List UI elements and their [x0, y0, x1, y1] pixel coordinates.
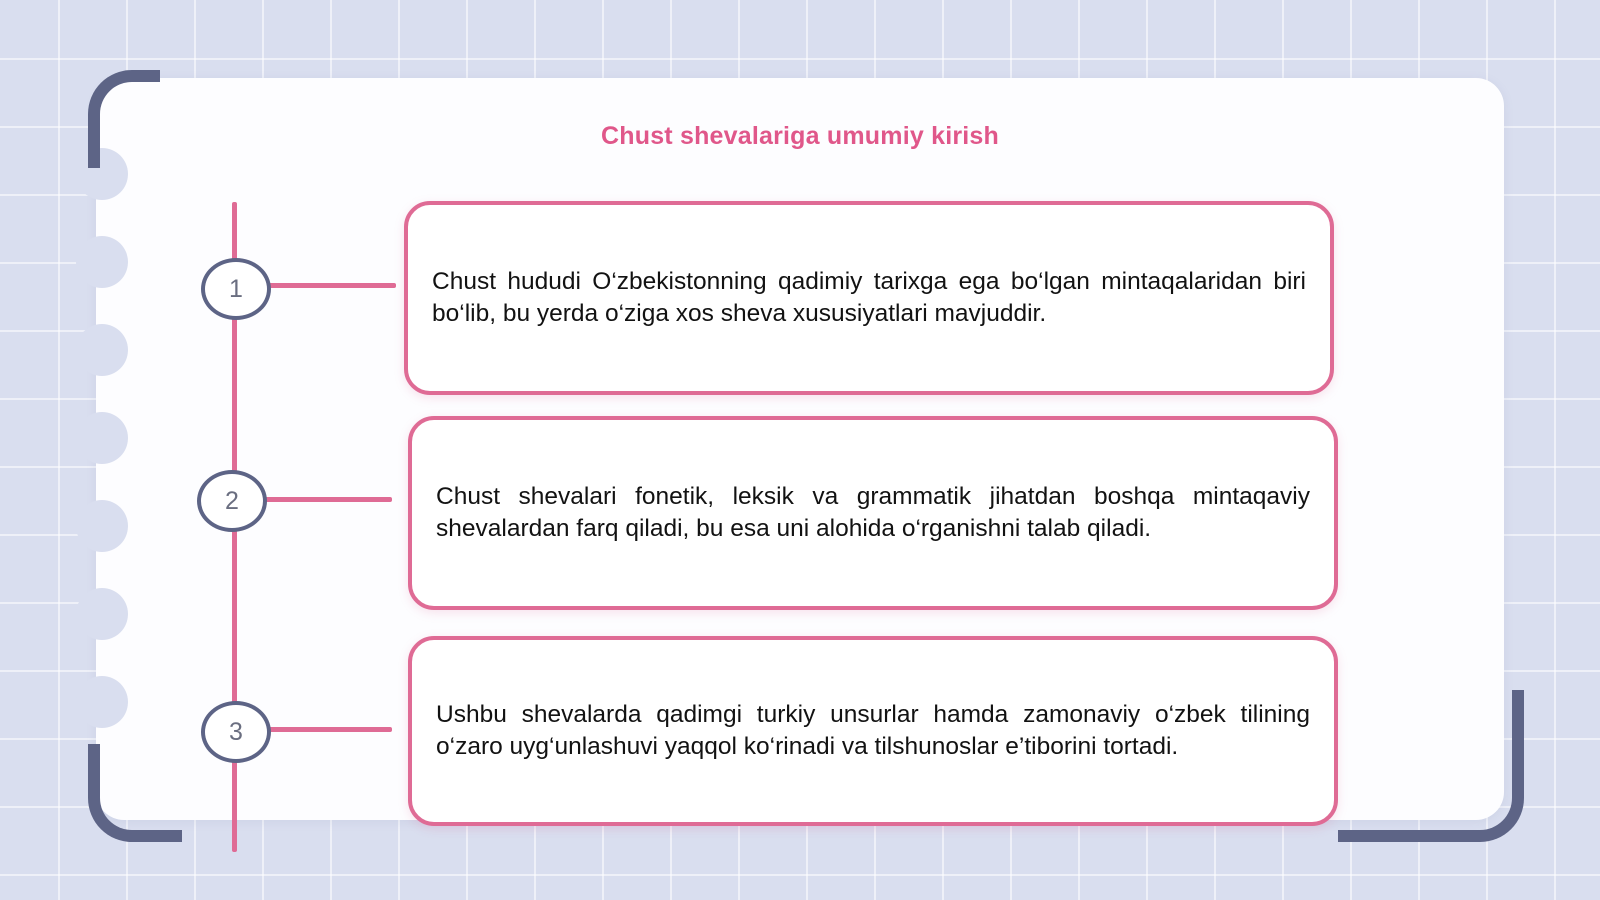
notebook-scallop — [76, 676, 128, 728]
timeline-item-2 — [408, 416, 1338, 610]
frame-corner-bottom-left — [88, 744, 182, 842]
step-number-2: 2 — [197, 470, 267, 532]
notebook-scallop — [76, 588, 128, 640]
timeline-item-1 — [404, 201, 1334, 395]
timeline-connector — [268, 283, 396, 288]
frame-corner-top-left — [88, 70, 160, 168]
frame-corner-bottom-right — [1338, 690, 1524, 842]
notebook-scallop — [76, 324, 128, 376]
notebook-scallop — [76, 412, 128, 464]
item-text: Ushbu shevalarda qadimgi turkiy unsurlar hamda zamonaviy o‘zbek tilining o‘zaro uyg‘unlashuvi yaqqol ko‘rinadi va tilshunoslar e’tiborini tortadi. — [436, 701, 1310, 760]
notebook-scallop — [76, 236, 128, 288]
item-text: Chust shevalari fonetik, leksik va grammatik jihatdan boshqa mintaqaviy shevalardan farq qiladi, bu esa uni alohida o‘rganishni talab qiladi. — [436, 483, 1310, 542]
timeline-connector — [268, 727, 392, 732]
step-number-3: 3 — [201, 701, 271, 763]
step-number-1: 1 — [201, 258, 271, 320]
timeline-item-3 — [408, 636, 1338, 826]
slide-title: Chust shevalariga umumiy kirish — [601, 122, 999, 150]
item-text: Chust hududi O‘zbekistonning qadimiy tarixga ega bo‘lgan mintaqalaridan biri bo‘lib, bu yerda o‘ziga xos sheva xususiyatlari mavjuddir. — [432, 268, 1306, 327]
notebook-scallop — [76, 500, 128, 552]
timeline-connector — [264, 497, 392, 502]
